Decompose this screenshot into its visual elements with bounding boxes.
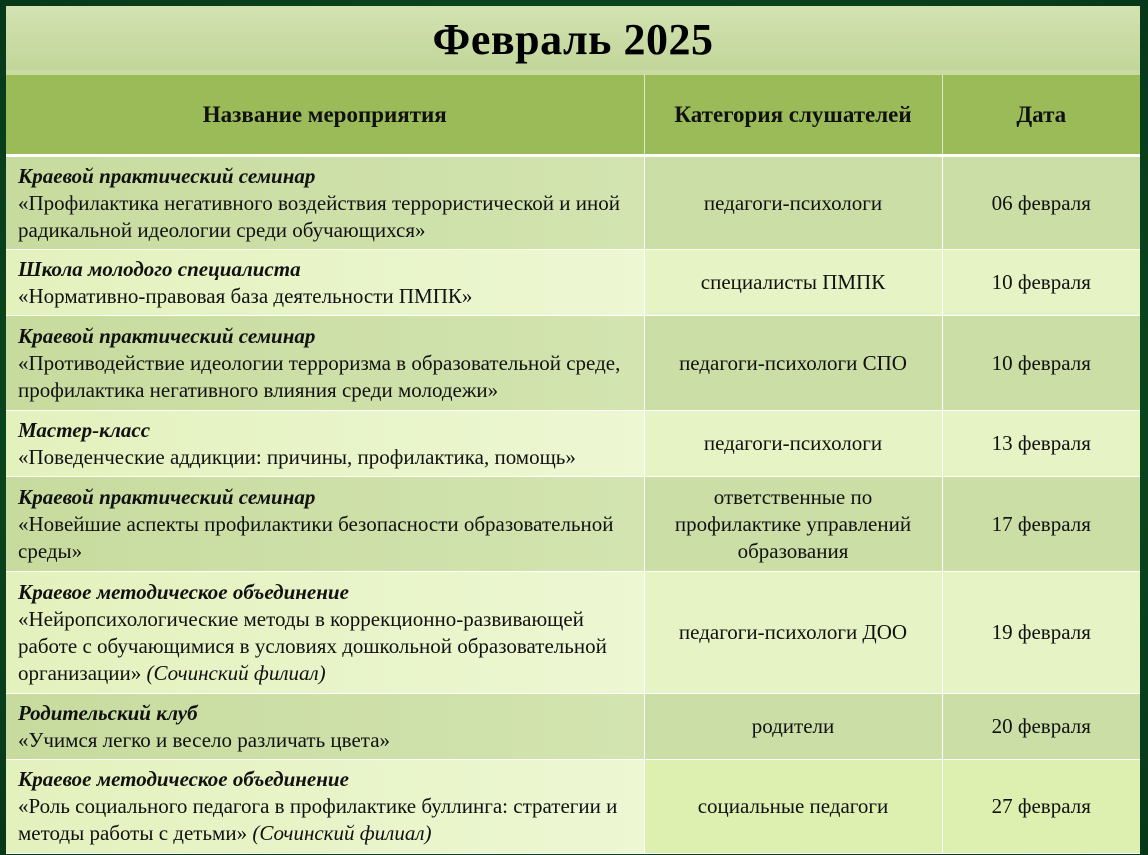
- event-title: «Поведенческие аддикции: причины, профилактика, помощь»: [18, 444, 576, 469]
- table-row: [6, 411, 1140, 477]
- audience-cell: педагоги-психологи: [644, 156, 942, 250]
- event-cell: [6, 477, 644, 572]
- column-header-audience: Категория слушателей: [644, 75, 942, 156]
- event-type: Краевой практический семинар: [18, 323, 316, 348]
- event-type: Мастер-класс: [18, 417, 151, 442]
- event-title: «Учимся легко и весело различать цвета»: [18, 727, 391, 752]
- audience-cell: ответственные по профилактике управлений образования: [644, 477, 942, 572]
- column-header-date: Дата: [942, 75, 1140, 156]
- event-cell: [6, 760, 644, 854]
- event-cell: [6, 694, 644, 760]
- audience-cell: педагоги-психологи ДОО: [644, 572, 942, 694]
- event-cell: [6, 411, 644, 477]
- table-row: [6, 572, 1140, 694]
- table-row: [6, 156, 1140, 250]
- event-cell: [6, 316, 644, 411]
- date-cell: 10 февраля: [942, 250, 1140, 316]
- audience-cell: родители: [644, 694, 942, 760]
- date-cell: 06 февраля: [942, 156, 1140, 250]
- event-title: «Нормативно-правовая база деятельности ПМПК»: [18, 283, 473, 308]
- branch-note: (Сочинский филиал): [252, 821, 432, 845]
- event-type: Краевой практический семинар: [18, 484, 316, 509]
- table-row: [6, 760, 1140, 854]
- audience-cell: социальные педагоги: [644, 760, 942, 854]
- page-title: Февраль 2025: [432, 14, 714, 64]
- event-cell: [6, 572, 644, 694]
- table-row: [6, 316, 1140, 411]
- audience-cell: педагоги-психологи: [644, 411, 942, 477]
- schedule-frame: [6, 6, 1140, 849]
- date-cell: 10 февраля: [942, 316, 1140, 411]
- table-row: [6, 477, 1140, 572]
- date-cell: 20 февраля: [942, 694, 1140, 760]
- event-title: «Противодействие идеологии терроризма в образовательной среде, профилактика негативного влияния среди молодежи»: [18, 350, 621, 402]
- table-row: [6, 250, 1140, 316]
- date-cell: 17 февраля: [942, 477, 1140, 572]
- event-title: «Новейшие аспекты профилактики безопасности образовательной среды»: [18, 511, 614, 563]
- date-cell: 13 февраля: [942, 411, 1140, 477]
- audience-cell: специалисты ПМПК: [644, 250, 942, 316]
- event-type: Родительский клуб: [18, 700, 198, 725]
- event-title: «Роль социального педагога в профилактике буллинга: стратегии и методы работы с детьми» (Сочинский филиал): [18, 794, 618, 845]
- event-cell: [6, 156, 644, 250]
- column-header-name: Название мероприятия: [6, 75, 644, 156]
- event-type: Краевое методическое объединение: [18, 767, 349, 791]
- title-bar: [6, 6, 1140, 70]
- date-cell: 19 февраля: [942, 572, 1140, 694]
- table-row: [6, 694, 1140, 760]
- event-title: «Нейропсихологические методы в коррекционно-развивающей работе с обучающимися в условиях дошкольной образовательной организации» (Сочинский филиал): [18, 606, 607, 685]
- table-header-row: [6, 75, 1140, 156]
- event-cell: [6, 250, 644, 316]
- events-table: [6, 75, 1140, 854]
- branch-note: (Сочинский филиал): [146, 660, 326, 685]
- event-type: Краевое методическое объединение: [18, 579, 349, 604]
- event-title: «Профилактика негативного воздействия террористической и иной радикальной идеологии среди обучающихся»: [18, 190, 620, 242]
- event-type: Краевой практический семинар: [18, 163, 316, 188]
- event-type: Школа молодого специалиста: [18, 256, 301, 281]
- audience-cell: педагоги-психологи СПО: [644, 316, 942, 411]
- date-cell: 27 февраля: [942, 760, 1140, 854]
